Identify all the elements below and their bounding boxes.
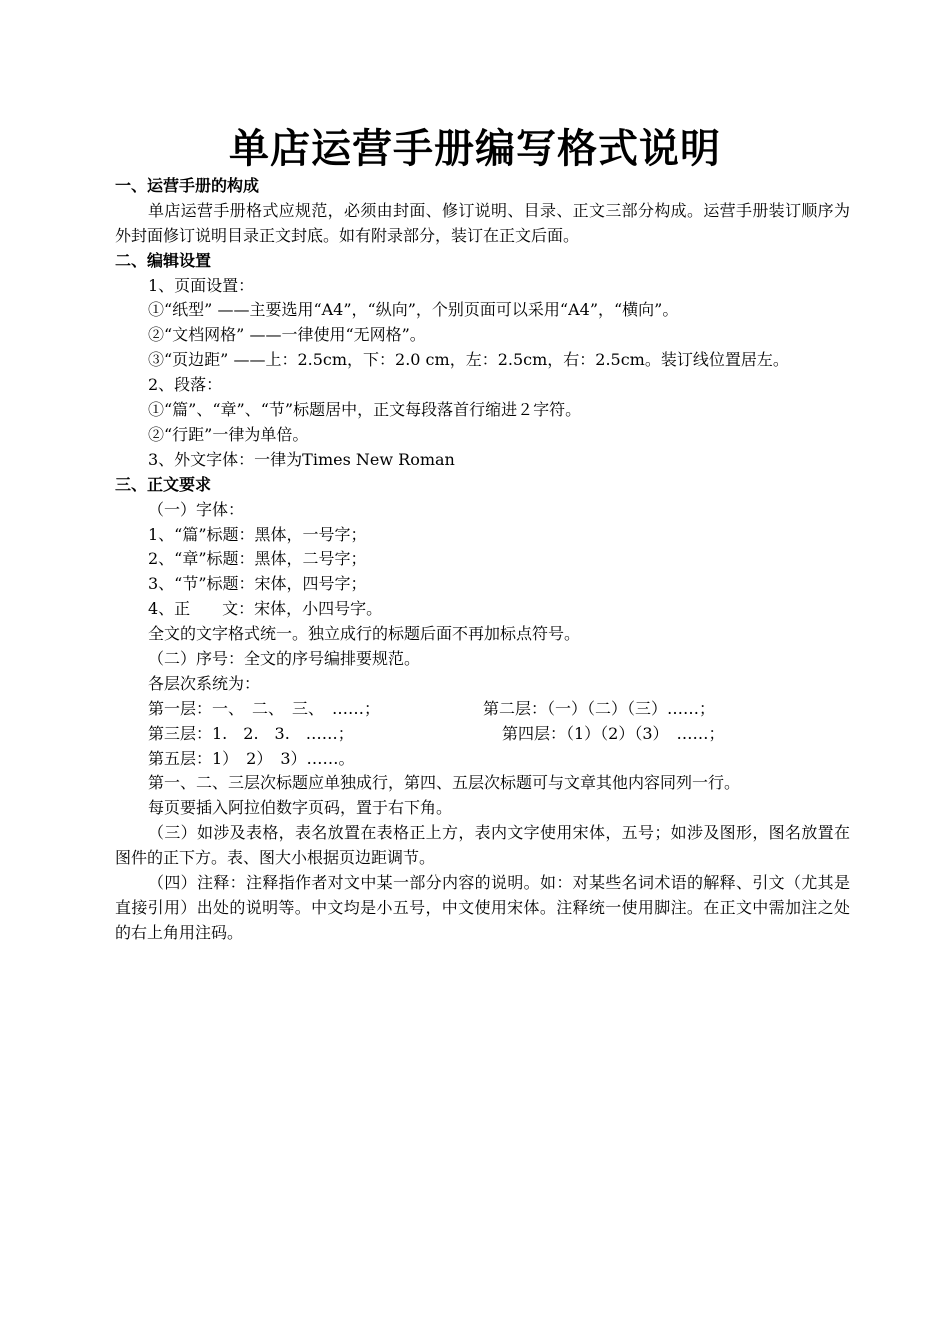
text-line: 3、外文字体：一律为Times New Roman: [148, 449, 455, 469]
text-line: 2、段落：: [148, 375, 223, 395]
text-line: （二）序号：全文的序号编排要规范。: [148, 648, 421, 668]
section-heading-body-requirements: 三、正文要求: [115, 474, 212, 494]
text-line: 全文的文字格式统一。独立成行的标题后面不再加标点符号。: [148, 624, 581, 644]
paragraph-tables: （三）如涉及表格，表名放置在表格正上方，表内文字使用宋体，五号；如涉及图形，图名放置在图件的正下方。表、图大小根据页边距调节。: [115, 823, 850, 868]
level-2-numbering: 第二层：（一）（二）（三）……；: [483, 698, 716, 718]
text-line: ③“页边距” ——上：2.5cm，下：2.0 cm，左：2.5cm，右：2.5cm。装订线位置居左。: [148, 350, 789, 370]
section-heading-editing: 二、编辑设置: [115, 250, 212, 270]
numbering-row: [115, 697, 850, 722]
paragraph-structure: 单店运营手册格式应规范，必须由封面、修订说明、目录、正文三部分构成。运营手册装订顺序为外封面修订说明目录正文封底。如有附录部分，装订在正文后面。: [115, 200, 850, 245]
level-3-numbering: 第三层：1. 2. 3. ……；: [148, 723, 354, 743]
text-line: 2、“章”标题：黑体，二号字；: [148, 549, 367, 569]
paragraph-notes: （四）注释：注释指作者对文中某一部分内容的说明。如：对某些名词术语的解释、引文（尤其是直接引用）出处的说明等。中文均是小五号，中文使用宋体。注释统一使用脚注。在正文中需加注之处的右上角用注码。: [115, 873, 850, 942]
text-line: 4、正 文：宋体，小四号字。: [148, 599, 383, 619]
document-body: [115, 174, 850, 946]
text-line: ②“行距”一律为单倍。: [148, 424, 309, 444]
level-1-numbering: 第一层：一、 二、 三、 ……；: [148, 698, 381, 718]
level-5-numbering: 第五层：1） 2） 3）……。: [148, 748, 355, 768]
text-line: ①“纸型” ——主要选用“A4”，“纵向”，个别页面可以采用“A4”，“横向”。: [148, 300, 679, 320]
text-line: 各层次系统为：: [148, 673, 261, 693]
text-line: 第一、二、三层次标题应单独成行，第四、五层次标题可与文章其他内容同列一行。: [148, 773, 741, 793]
numbering-row: [115, 722, 850, 747]
level-4-numbering: 第四层：（1）（2）（3） ……；: [502, 723, 725, 743]
text-line: ②“文档网格” ——一律使用“无网格”。: [148, 325, 426, 345]
text-line: 1、“篇”标题：黑体，一号字；: [148, 524, 367, 544]
text-line: （一）字体：: [148, 499, 245, 519]
text-line: 3、“节”标题：宋体，四号字；: [148, 574, 367, 594]
text-line: 1、页面设置：: [148, 275, 255, 295]
page-title: 单店运营手册编写格式说明: [229, 125, 721, 172]
text-line: ①“篇”、“章”、“节”标题居中，正文每段落首行缩进２字符。: [148, 400, 582, 420]
text-line: 每页要插入阿拉伯数字页码，置于右下角。: [148, 798, 453, 818]
section-heading-structure: 一、运营手册的构成: [115, 176, 260, 195]
